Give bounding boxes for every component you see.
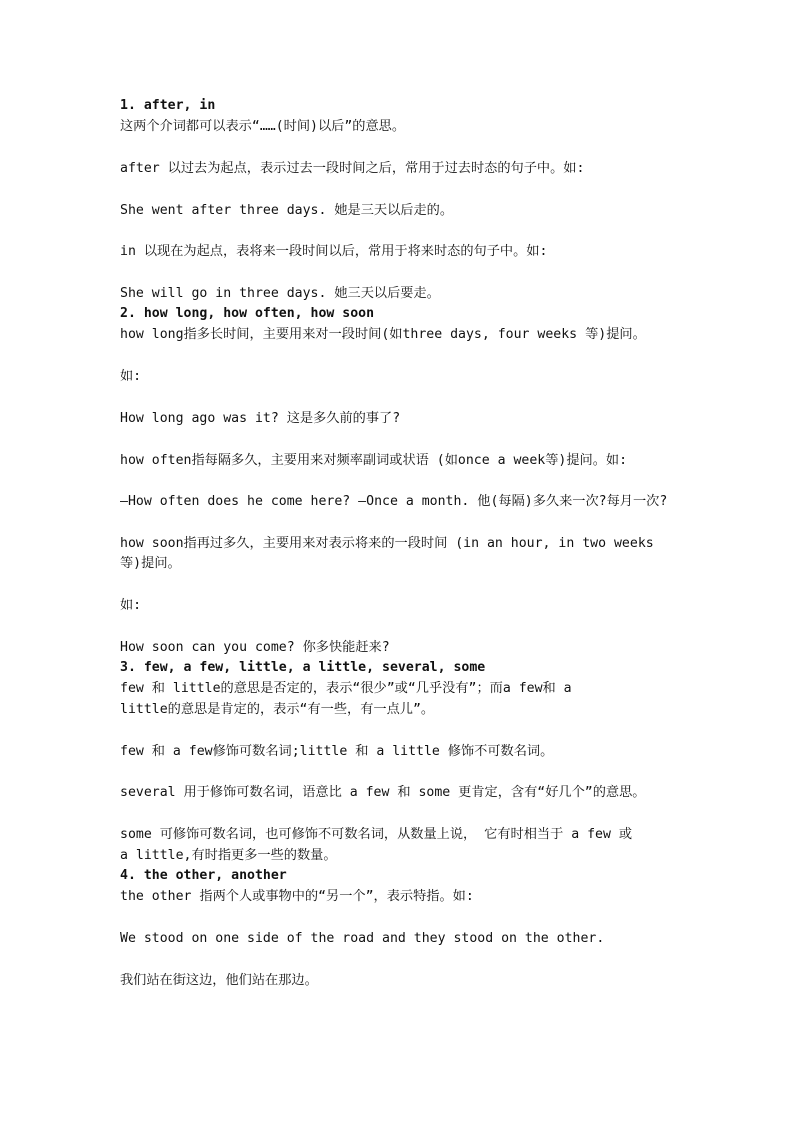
paragraph-line: 如: (120, 369, 142, 384)
paragraph-line: few 和 a few修饰可数名词;little 和 a little 修饰不可数名词。 (120, 744, 554, 759)
section-heading-how-long: 2. how long, how often, how soon (120, 306, 375, 321)
section-heading-the-other: 4. the other, another (120, 868, 287, 883)
paragraph-line: 等)提问。 (120, 556, 181, 571)
paragraph-line: how soon指再过多久，主要用来对表示将来的一段时间 (in an hour, in two weeks (120, 536, 654, 551)
paragraph-line: in 以现在为起点，表将来一段时间以后，常用于将来时态的句子中。如: (120, 244, 548, 259)
example-sentence: She will go in three days. 她三天以后要走。 (120, 286, 440, 301)
example-sentence: How soon can you come? 你多快能赶来? (120, 640, 390, 655)
section-heading-after-in: 1. after, in (120, 98, 216, 113)
example-sentence: How long ago was it? 这是多久前的事了? (120, 411, 401, 426)
example-translation: 我们站在街这边，他们站在那边。 (120, 973, 318, 988)
paragraph-line: how long指多长时间，主要用来对一段时间(如three days, four weeks 等)提问。 (120, 327, 646, 342)
paragraph-line: several 用于修饰可数名词，语意比 a few 和 some 更肯定，含有“好几个”的意思。 (120, 785, 646, 800)
paragraph-line: little的意思是肯定的，表示“有一些，有一点儿”。 (120, 702, 435, 717)
paragraph-line: 如: (120, 598, 142, 613)
paragraph-line: how often指每隔多久，主要用来对频率副词或状语 (如once a week等)提问。如: (120, 453, 628, 468)
paragraph-line: few 和 little的意思是否定的，表示“很少”或“几乎没有”；而a few和 a (120, 681, 572, 696)
paragraph-line: a little,有时指更多一些的数量。 (120, 848, 337, 863)
example-sentence: We stood on one side of the road and they stood on the other. (120, 931, 605, 946)
paragraph-line: 这两个介词都可以表示“……(时间)以后”的意思。 (120, 119, 406, 134)
section-heading-few-little: 3. few, a few, little, a little, several, some (120, 660, 486, 675)
paragraph-line: after 以过去为起点，表示过去一段时间之后，常用于过去时态的句子中。如: (120, 161, 585, 176)
example-sentence: She went after three days. 她是三天以后走的。 (120, 203, 454, 218)
example-sentence: —How often does he come here? —Once a month. 他(每隔)多久来一次?每月一次? (120, 494, 668, 509)
paragraph-line: some 可修饰可数名词，也可修饰不可数名词，从数量上说， 它有时相当于 a few 或 (120, 827, 633, 842)
paragraph-line: the other 指两个人或事物中的“另一个”，表示特指。如: (120, 889, 474, 904)
